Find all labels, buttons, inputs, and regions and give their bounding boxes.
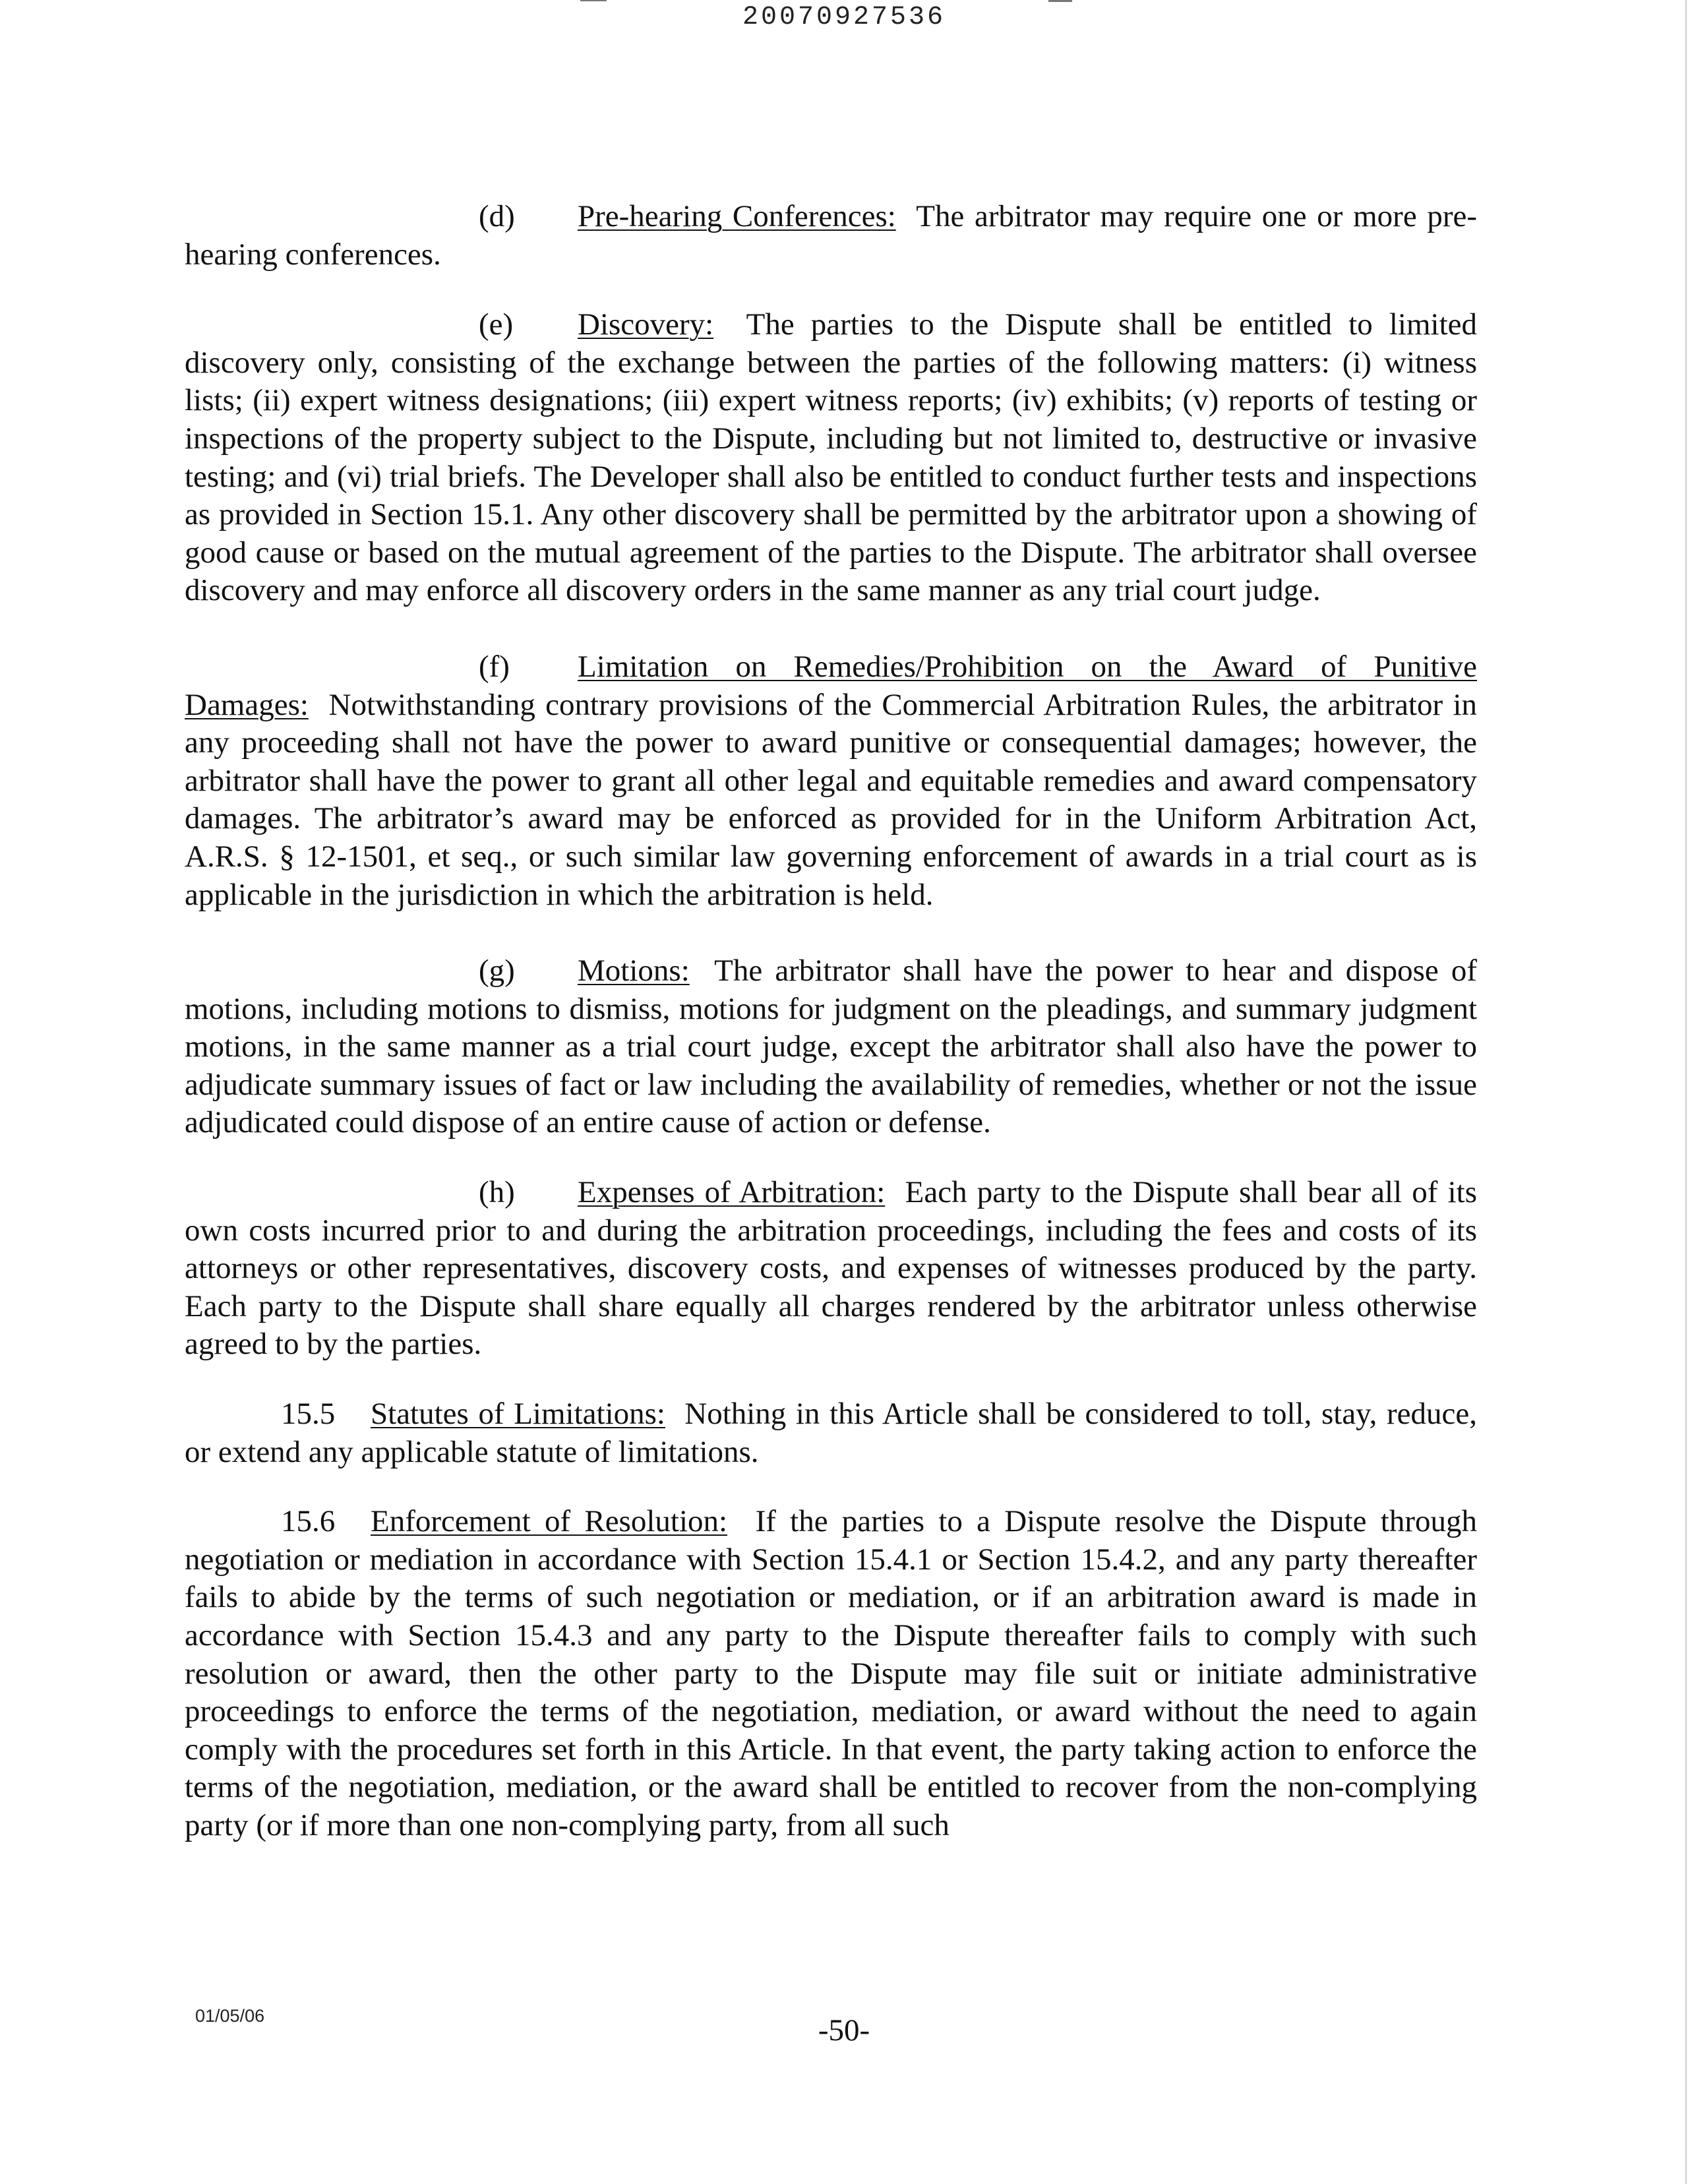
paragraph-f <box>185 648 1477 914</box>
paragraph-e <box>185 306 1477 610</box>
paragraph-label: (d) <box>479 199 515 233</box>
scan-mark-top-1 <box>580 0 607 1</box>
paragraph-h <box>185 1174 1477 1364</box>
section-label: 15.5 <box>281 1397 336 1432</box>
scan-mark-right-edge <box>1685 0 1687 2184</box>
paragraph-label: (e) <box>479 307 514 342</box>
section-15-6 <box>185 1503 1477 1844</box>
paragraph-label: (f) <box>479 649 510 684</box>
document-number: 20070927536 <box>742 3 946 32</box>
section-text: If the parties to a Dispute resolve the Dispute through negotiation or mediation in accordance with Section 15.4.1 or Section 15.4.2, and any party thereafter fails to abide by the terms of such negotiation or mediation, or if an arbitration award is made in accordance with Section 15.4.3 and any party to the Dispute thereafter fails to comply with such resolution or award, then the other party to the Dispute may file suit or initiate administrative proceedings to enforce the terms of the negotiation, mediation, or award without the need to again comply with the procedures set forth in this Article. In that event, the party taking action to enforce the terms of the negotiation, mediation, or the award shall be entitled to recover from the non-complying party (or if more than one non-complying party, from all such <box>185 1504 1477 1842</box>
section-text: Nothing in this Article shall be considered to toll, stay, reduce, or extend any applicable statute of limitations. <box>185 1397 1477 1469</box>
paragraph-text: Notwithstanding contrary provisions of the Commercial Arbitration Rules, the arbitrator in any proceeding shall not have the power to award punitive or consequential damages; however, the arbitrator shall have the power to grant all other legal and equitable remedies and award compensatory damages. The arbitrator’s award may be enforced as provided for in the Uniform Arbitration Act, A.R.S. § 12-1501, et seq., or such similar law governing enforcement of awards in a trial court as is applicable in the jurisdiction in which the arbitration is held. <box>185 687 1477 912</box>
section-heading: Enforcement of Resolution: <box>371 1504 728 1539</box>
footer-date: 01/05/06 <box>195 2006 265 2026</box>
scan-mark-top-2 <box>1048 0 1072 2</box>
section-label: 15.6 <box>281 1504 336 1539</box>
section-heading: Statutes of Limitations: <box>371 1397 665 1432</box>
paragraph-label: (h) <box>479 1175 515 1210</box>
paragraph-heading: Discovery: <box>578 307 714 342</box>
paragraph-heading: Limitation on Remedies/Prohibition on the Award of Punitive Damages: <box>185 649 1477 722</box>
paragraph-g <box>185 952 1477 1142</box>
paragraph-text: The arbitrator shall have the power to hear and dispose of motions, including motions to dismiss, motions for judgment on the pleadings, and summary judgment motions, in the same manner as a trial court judge, except the arbitrator shall also have the power to adjudicate summary issues of fact or law including the availability of remedies, whether or not the issue adjudicated could dispose of an entire cause of action or defense. <box>185 954 1477 1140</box>
paragraph-label: (g) <box>479 954 515 988</box>
section-15-5 <box>185 1395 1477 1471</box>
paragraph-text: Each party to the Dispute shall bear all of its own costs incurred prior to and during the arbitration proceedings, including the fees and costs of its attorneys or other representatives, discovery costs, and expenses of witnesses produced by the party. Each party to the Dispute shall share equally all charges rendered by the arbitrator unless otherwise agreed to by the parties. <box>185 1175 1478 1362</box>
paragraph-heading: Expenses of Arbitration: <box>578 1175 886 1210</box>
paragraph-heading: Motions: <box>578 954 690 988</box>
document-body <box>185 198 1477 1845</box>
paragraph-text: The arbitrator may require one or more pre-hearing conferences. <box>185 199 1477 272</box>
page-number: -50- <box>818 2013 870 2048</box>
paragraph-heading: Pre-hearing Conferences: <box>578 199 896 233</box>
paragraph-text: The parties to the Dispute shall be entitled to limited discovery only, consisting of the exchange between the parties of the following matters: (i) witness lists; (ii) expert witness designations; (iii) expert witness reports; (iv) exhibits; (v) reports of testing or inspections of the property subject to the Dispute, including but not limited to, destructive or invasive testing; and (vi) trial briefs. The Developer shall also be entitled to conduct further tests and inspections as provided in Section 15.1. Any other discovery shall be permitted by the arbitrator upon a showing of good cause or based on the mutual agreement of the parties to the Dispute. The arbitrator shall oversee discovery and may enforce all discovery orders in the same manner as any trial court judge. <box>185 307 1477 608</box>
paragraph-d <box>185 198 1477 274</box>
